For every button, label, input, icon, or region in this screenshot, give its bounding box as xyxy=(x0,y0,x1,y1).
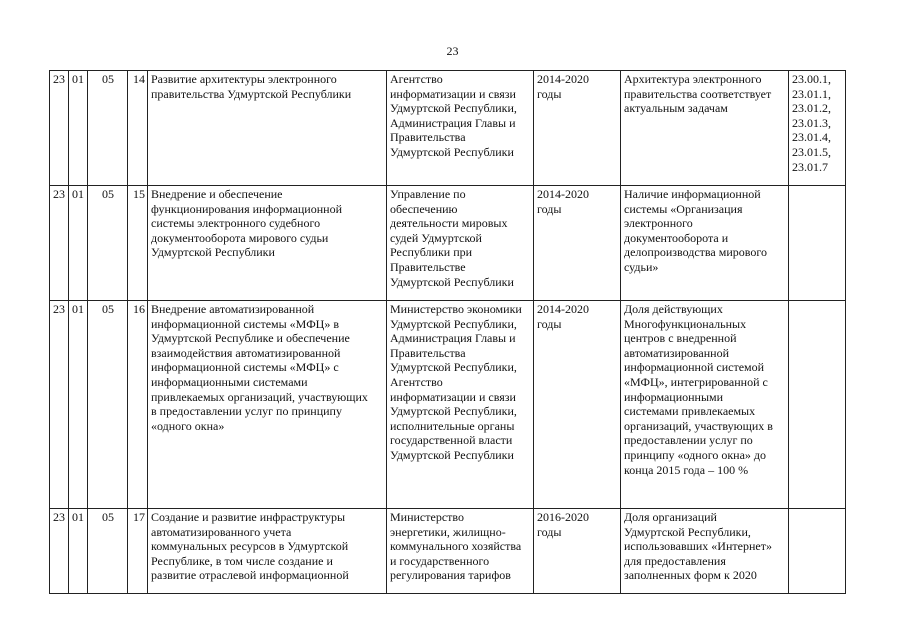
executor-line: Правительства xyxy=(390,130,466,145)
period-cell xyxy=(534,509,621,594)
executor-cell xyxy=(387,71,534,186)
executor-line: Удмуртской Республики xyxy=(390,144,514,159)
period-line: 2014-2020 xyxy=(537,187,589,201)
table-row xyxy=(50,509,846,594)
period-cell xyxy=(534,71,621,186)
executor-line: Правительства xyxy=(390,345,466,360)
expected-result-line: принципу «одного окна» до xyxy=(624,447,767,462)
activity-name-line: Внедрение автоматизированной xyxy=(151,302,315,316)
period-line: годы xyxy=(537,524,562,539)
period-line: 2014-2020 xyxy=(537,302,589,316)
executor-line: Удмуртской Республики xyxy=(390,447,514,462)
expected-result-line: электронного xyxy=(624,216,693,231)
activity-name-line: автоматизированного учета xyxy=(151,524,292,539)
expected-result-line: Архитектура электронного xyxy=(624,72,762,86)
expected-result-line: актуальным задачам xyxy=(624,101,728,116)
activity-name-cell xyxy=(148,186,387,301)
activity-name-line: в предоставлении услуг по принципу xyxy=(151,404,342,419)
activity-name-line: Удмуртской Республики xyxy=(151,245,275,260)
executor-line: обеспечению xyxy=(390,201,458,216)
period-line: годы xyxy=(537,86,562,101)
executor-line: Удмуртской Республики, xyxy=(390,360,517,375)
expected-result-line: Доля действующих xyxy=(624,302,723,316)
expected-result-line: конца 2015 года – 100 % xyxy=(624,462,749,477)
code-main-activity-cell: 05 xyxy=(88,186,128,301)
indicators-cell xyxy=(789,186,846,301)
executor-cell xyxy=(387,301,534,509)
expected-result-line: для предоставления xyxy=(624,553,726,568)
expected-result-line: предоставлении услуг по xyxy=(624,433,753,448)
expected-result-line: Многофункциональных xyxy=(624,316,747,331)
expected-result-line: организаций, участвующих в xyxy=(624,418,773,433)
expected-result-line: информационными xyxy=(624,389,724,404)
code-activity-cell: 14 xyxy=(128,71,148,186)
table-row xyxy=(50,301,846,509)
indicators-line: 23.01.2, xyxy=(792,101,831,116)
code-section-cell: 23 xyxy=(50,301,69,509)
activity-name-cell xyxy=(148,509,387,594)
activity-name-line: взаимодействия автоматизированной xyxy=(151,345,341,360)
indicators-line: 23.00.1, xyxy=(792,72,831,86)
code-section-cell: 23 xyxy=(50,509,69,594)
activity-name-line: Удмуртской Республике и обеспечение xyxy=(151,331,350,346)
activity-name-line: функционирования информационной xyxy=(151,201,342,216)
executor-line: Министерство xyxy=(390,510,464,524)
activity-name-line: информационными системами xyxy=(151,374,308,389)
indicators-cell xyxy=(789,71,846,186)
period-line: годы xyxy=(537,316,562,331)
code-main-activity-cell: 05 xyxy=(88,509,128,594)
code-subprogram-cell: 01 xyxy=(69,509,88,594)
activity-name-cell xyxy=(148,71,387,186)
executor-line: регулирования тарифов xyxy=(390,568,511,583)
expected-result-line: информационной системой xyxy=(624,360,765,375)
executor-cell xyxy=(387,186,534,301)
expected-result-line: системы «Организация xyxy=(624,201,743,216)
activity-name-line: коммунальных ресурсов в Удмуртской xyxy=(151,539,349,554)
activity-name-line: Республике, в том числе создание и xyxy=(151,553,333,568)
code-section-cell: 23 xyxy=(50,186,69,301)
expected-result-line: системами привлекаемых xyxy=(624,404,756,419)
page-number: 23 xyxy=(446,44,459,58)
code-activity-cell: 16 xyxy=(128,301,148,509)
code-subprogram-cell: 01 xyxy=(69,186,88,301)
executor-line: Удмуртской Республики xyxy=(390,274,514,289)
period-line: 2016-2020 xyxy=(537,510,589,524)
expected-result-line: документооборота и xyxy=(624,230,729,245)
activity-name-cell xyxy=(148,301,387,509)
executor-line: Управление по xyxy=(390,187,466,201)
expected-result-line: Удмуртской Республики, xyxy=(624,524,751,539)
activity-name-line: Внедрение и обеспечение xyxy=(151,187,283,201)
executor-line: Удмуртской Республики, xyxy=(390,404,517,419)
activity-name-line: «одного окна» xyxy=(151,418,225,433)
expected-result-cell xyxy=(621,301,789,509)
activity-name-line: информационной системы «МФЦ» с xyxy=(151,360,339,375)
expected-result-line: автоматизированной xyxy=(624,345,730,360)
activity-name-line: привлекаемых организаций, участвующих xyxy=(151,389,368,404)
executor-cell xyxy=(387,509,534,594)
activity-name-line: информационной системы «МФЦ» в xyxy=(151,316,340,331)
measures-table xyxy=(49,70,846,594)
expected-result-line: Наличие информационной xyxy=(624,187,761,201)
period-line: годы xyxy=(537,201,562,216)
executor-line: деятельности мировых xyxy=(390,216,508,231)
activity-name-line: Развитие архитектуры электронного xyxy=(151,72,337,86)
executor-line: Министерство экономики xyxy=(390,302,522,316)
table-row xyxy=(50,71,846,186)
expected-result-line: делопроизводства мирового xyxy=(624,245,767,260)
expected-result-line: заполненных форм к 2020 xyxy=(624,568,757,583)
expected-result-cell xyxy=(621,71,789,186)
page-bottom-margin xyxy=(0,604,905,640)
indicators-line: 23.01.1, xyxy=(792,86,831,101)
indicators-cell xyxy=(789,301,846,509)
activity-name-line: системы электронного судебного xyxy=(151,216,321,231)
code-section-cell: 23 xyxy=(50,71,69,186)
executor-line: информатизации и связи xyxy=(390,86,516,101)
period-cell xyxy=(534,301,621,509)
expected-result-line: центров с внедренной xyxy=(624,331,737,346)
executor-line: государственной власти xyxy=(390,433,513,448)
expected-result-line: судьи» xyxy=(624,259,659,274)
executor-line: коммунального хозяйства xyxy=(390,539,522,554)
executor-line: Агентство xyxy=(390,374,443,389)
indicators-line: 23.01.4, xyxy=(792,130,831,145)
executor-line: Агентство xyxy=(390,72,443,86)
indicators-line: 23.01.7 xyxy=(792,159,828,174)
executor-line: и государственного xyxy=(390,553,490,568)
executor-line: Удмуртской Республики, xyxy=(390,316,517,331)
activity-name-line: правительства Удмуртской Республики xyxy=(151,86,352,101)
code-main-activity-cell: 05 xyxy=(88,71,128,186)
period-line: 2014-2020 xyxy=(537,72,589,86)
executor-line: Республики при xyxy=(390,245,473,260)
executor-line: исполнительные органы xyxy=(390,418,515,433)
code-subprogram-cell: 01 xyxy=(69,71,88,186)
expected-result-line: правительства соответствует xyxy=(624,86,772,101)
executor-line: Администрация Главы и xyxy=(390,115,516,130)
table-row xyxy=(50,186,846,301)
indicators-cell xyxy=(789,509,846,594)
executor-line: Администрация Главы и xyxy=(390,331,516,346)
code-activity-cell: 17 xyxy=(128,509,148,594)
executor-line: судей Удмуртской xyxy=(390,230,482,245)
code-main-activity-cell: 05 xyxy=(88,301,128,509)
expected-result-line: «МФЦ», интегрированной с xyxy=(624,374,768,389)
indicators-line: 23.01.3, xyxy=(792,115,831,130)
executor-line: Правительстве xyxy=(390,259,466,274)
period-cell xyxy=(534,186,621,301)
indicators-line: 23.01.5, xyxy=(792,144,831,159)
executor-line: Удмуртской Республики, xyxy=(390,101,517,116)
code-subprogram-cell: 01 xyxy=(69,301,88,509)
activity-name-line: документооборота мирового судьи xyxy=(151,230,329,245)
code-activity-cell: 15 xyxy=(128,186,148,301)
executor-line: информатизации и связи xyxy=(390,389,516,404)
expected-result-cell xyxy=(621,509,789,594)
expected-result-cell xyxy=(621,186,789,301)
activity-name-line: Создание и развитие инфраструктуры xyxy=(151,510,346,524)
expected-result-line: использовавших «Интернет» xyxy=(624,539,772,554)
activity-name-line: развитие отраслевой информационной xyxy=(151,568,349,583)
expected-result-line: Доля организаций xyxy=(624,510,717,524)
executor-line: энергетики, жилищно- xyxy=(390,524,506,539)
